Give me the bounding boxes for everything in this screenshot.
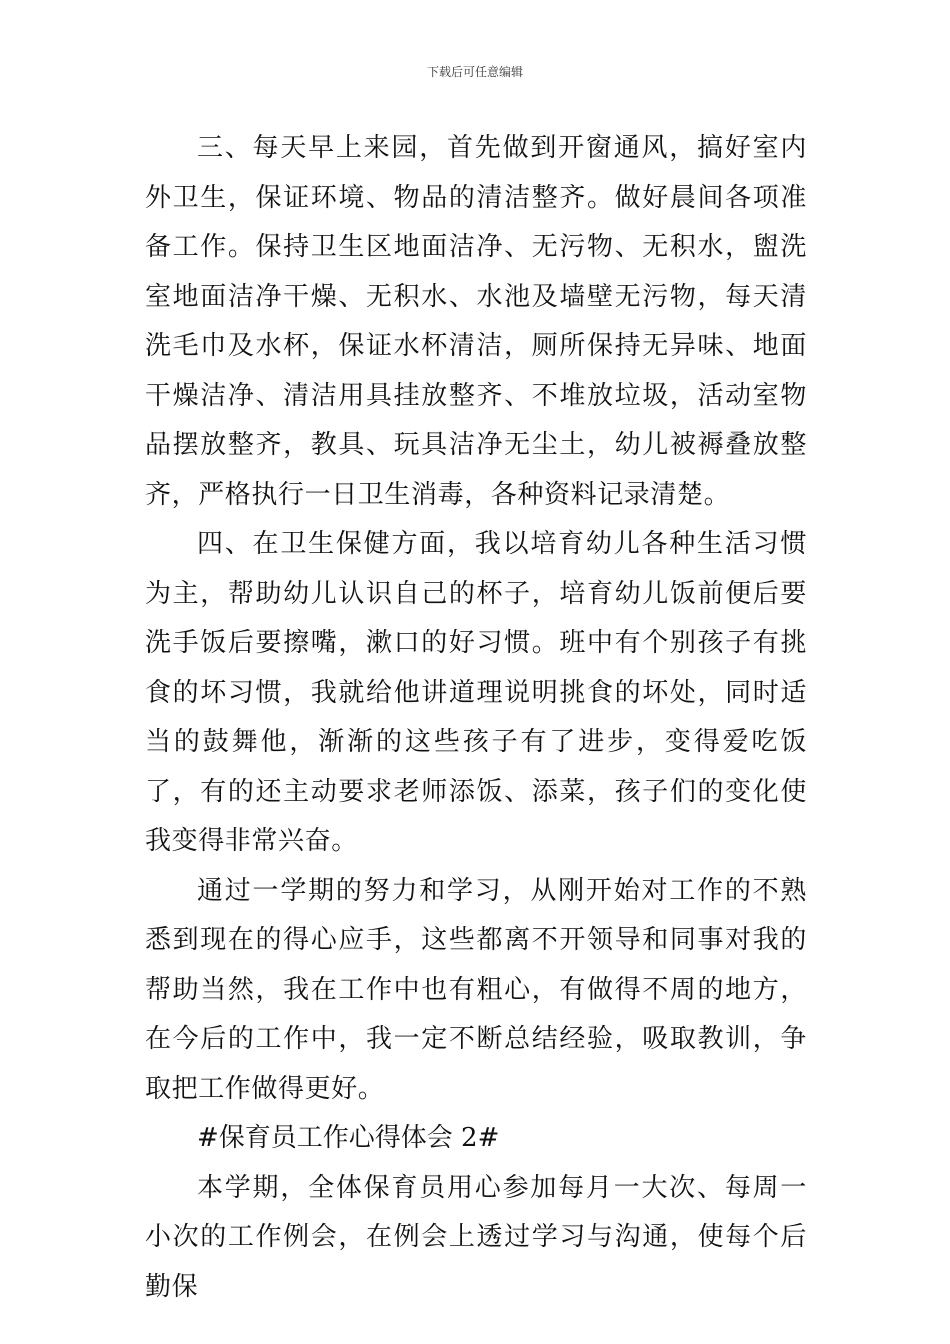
paragraph-summary: 通过一学期的努力和学习，从刚开始对工作的不熟悉到现在的得心应手，这些都离不开领导和同事对我的帮助当然，我在工作中也有粗心，有做得不周的地方，在今后的工作中，我一定不断总结经验，吸取教训，争取把工作做得更好。 <box>145 875 807 1104</box>
paragraph-4: 四、在卫生保健方面，我以培育幼儿各种生活习惯为主，帮助幼儿认识自己的杯子，培育幼儿饭前便后要洗手饭后要擦嘴，漱口的好习惯。班中有个别孩子有挑食的坏习惯，我就给他讲道理说明挑食的坏处，同时适当的鼓舞他，渐渐的这些孩子有了进步，变得爱吃饭了，有的还主动要求老师添饭、添菜，孩子们的变化使我变得非常兴奋。 <box>145 529 807 856</box>
paragraph-final: 本学期，全体保育员用心参加每月一大次、每周一小次的工作例会，在例会上透过学习与沟通，使每个后勤保 <box>145 1172 807 1302</box>
section-heading: #保育员工作心得体会 2# <box>197 1123 500 1153</box>
page-header-note: 下载后可任意编辑 <box>426 65 523 79</box>
paragraph-3: 三、每天早上来园，首先做到开窗通风，搞好室内外卫生，保证环境、物品的清洁整齐。做好晨间各项准备工作。保持卫生区地面洁净、无污物、无积水，盥洗室地面洁净干燥、无积水、水池及墙壁无污物，每天清洗毛巾及水杯，保证水杯清洁，厕所保持无异味、地面干燥洁净、清洁用具挂放整齐、不堆放垃圾，活动室物品摆放整齐，教具、玩具洁净无尘土，幼儿被褥叠放整齐，严格执行一日卫生消毒，各种资料记录清楚。 <box>145 133 807 510</box>
document-body <box>145 124 807 1312</box>
